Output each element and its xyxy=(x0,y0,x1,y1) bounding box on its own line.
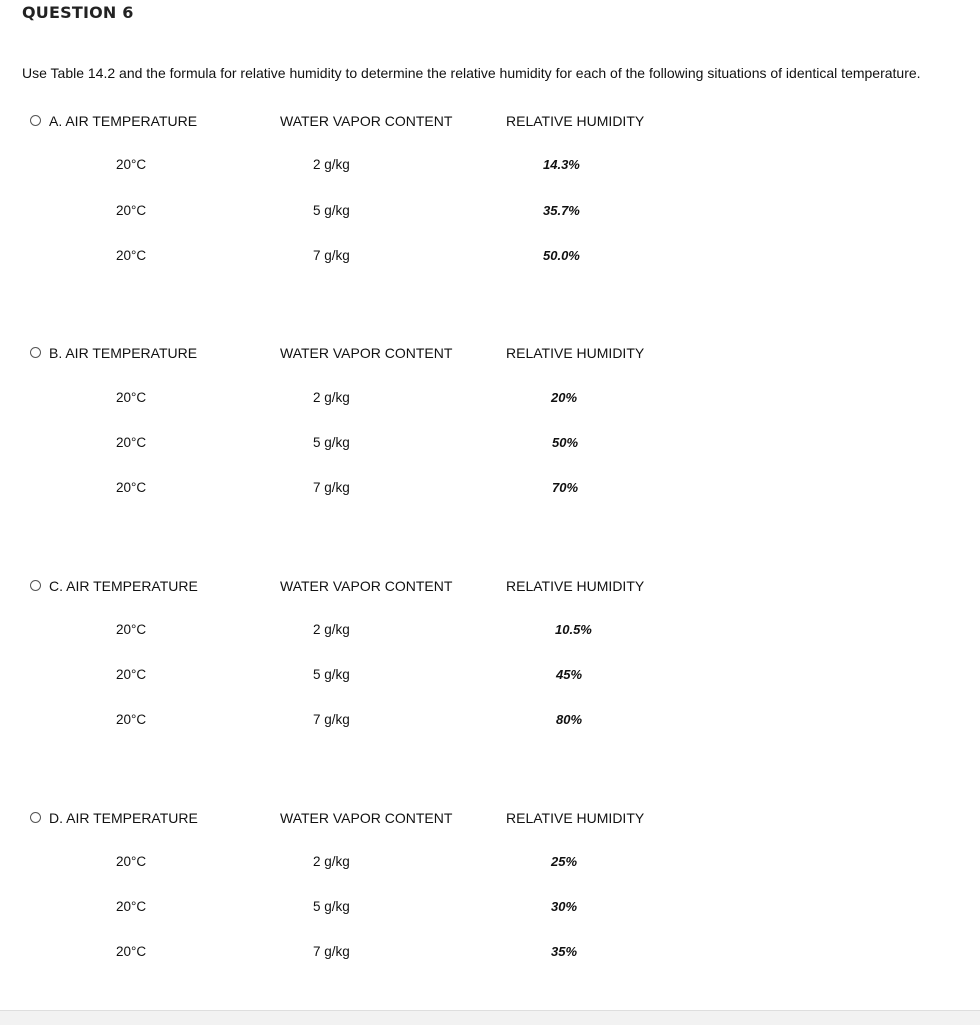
air-temperature-cell: 20°C xyxy=(116,435,147,450)
relative-humidity-header: RELATIVE HUMIDITY xyxy=(506,810,645,826)
relative-humidity-cell: 25% xyxy=(551,854,578,869)
relative-humidity-cell: 45% xyxy=(556,667,583,682)
option-d-label: D. AIR TEMPERATURE xyxy=(49,810,198,826)
water-vapor-cell: 7 g/kg xyxy=(313,248,350,263)
water-vapor-header: WATER VAPOR CONTENT xyxy=(280,113,453,129)
water-vapor-cell: 7 g/kg xyxy=(313,944,350,959)
option-a-label: A. AIR TEMPERATURE xyxy=(49,113,198,129)
air-temperature-cell: 20°C xyxy=(116,203,147,218)
air-temperature-cell: 20°C xyxy=(116,944,147,959)
option-a xyxy=(0,111,980,311)
option-b-radio[interactable] xyxy=(30,347,41,358)
water-vapor-cell: 2 g/kg xyxy=(313,854,350,869)
relative-humidity-cell: 50.0% xyxy=(543,248,580,263)
water-vapor-header: WATER VAPOR CONTENT xyxy=(280,810,453,826)
relative-humidity-cell: 50% xyxy=(552,435,579,450)
relative-humidity-header: RELATIVE HUMIDITY xyxy=(506,578,645,594)
relative-humidity-cell: 14.3% xyxy=(543,157,580,172)
relative-humidity-cell: 10.5% xyxy=(555,622,592,637)
relative-humidity-cell: 20% xyxy=(551,390,578,405)
option-c-label: C. AIR TEMPERATURE xyxy=(49,578,198,594)
water-vapor-cell: 2 g/kg xyxy=(313,157,350,172)
relative-humidity-cell: 70% xyxy=(552,480,579,495)
option-b-label: B. AIR TEMPERATURE xyxy=(49,345,198,361)
option-d-radio[interactable] xyxy=(30,812,41,823)
water-vapor-header: WATER VAPOR CONTENT xyxy=(280,578,453,594)
relative-humidity-cell: 35.7% xyxy=(543,203,580,218)
water-vapor-cell: 7 g/kg xyxy=(313,480,350,495)
air-temperature-cell: 20°C xyxy=(116,854,147,869)
relative-humidity-cell: 80% xyxy=(556,712,583,727)
relative-humidity-cell: 30% xyxy=(551,899,578,914)
water-vapor-cell: 2 g/kg xyxy=(313,622,350,637)
air-temperature-cell: 20°C xyxy=(116,712,147,727)
air-temperature-cell: 20°C xyxy=(116,157,147,172)
bottom-bar xyxy=(0,1010,980,1025)
air-temperature-cell: 20°C xyxy=(116,480,147,495)
option-a-radio[interactable] xyxy=(30,115,41,126)
water-vapor-cell: 2 g/kg xyxy=(313,390,350,405)
option-c-radio[interactable] xyxy=(30,580,41,591)
water-vapor-cell: 5 g/kg xyxy=(313,899,350,914)
water-vapor-header: WATER VAPOR CONTENT xyxy=(280,345,453,361)
option-c xyxy=(0,576,980,776)
option-b xyxy=(0,343,980,543)
water-vapor-cell: 5 g/kg xyxy=(313,435,350,450)
relative-humidity-cell: 35% xyxy=(551,944,578,959)
water-vapor-cell: 5 g/kg xyxy=(313,667,350,682)
air-temperature-cell: 20°C xyxy=(116,390,147,405)
question-prompt: Use Table 14.2 and the formula for relative humidity to determine the relative humidity for each of the following situations of identical temperature. xyxy=(22,65,921,81)
air-temperature-cell: 20°C xyxy=(116,899,147,914)
option-d xyxy=(0,808,980,1008)
air-temperature-cell: 20°C xyxy=(116,248,147,263)
question-title: QUESTION 6 xyxy=(22,3,134,22)
air-temperature-cell: 20°C xyxy=(116,667,147,682)
relative-humidity-header: RELATIVE HUMIDITY xyxy=(506,345,645,361)
water-vapor-cell: 5 g/kg xyxy=(313,203,350,218)
water-vapor-cell: 7 g/kg xyxy=(313,712,350,727)
air-temperature-cell: 20°C xyxy=(116,622,147,637)
relative-humidity-header: RELATIVE HUMIDITY xyxy=(506,113,645,129)
